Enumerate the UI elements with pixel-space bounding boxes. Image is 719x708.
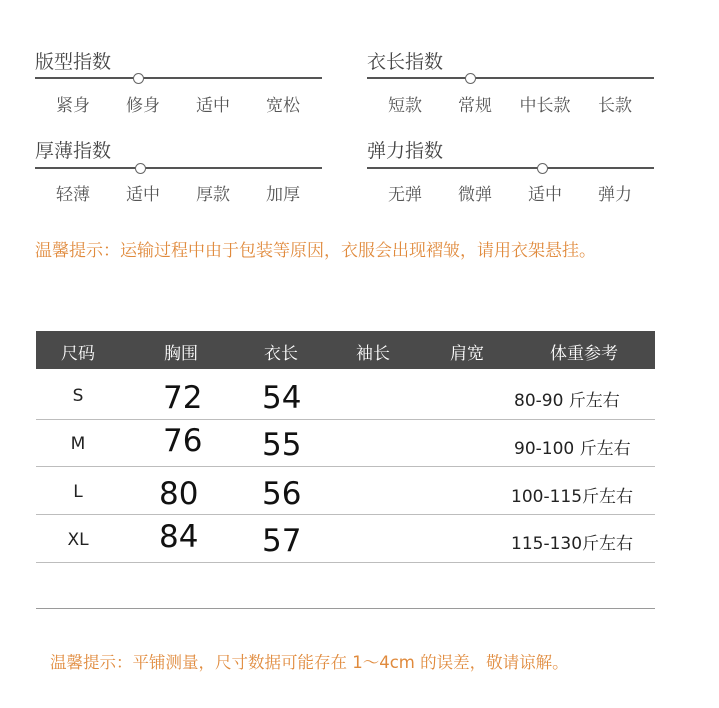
elasticity-index-marker [537,163,548,174]
table-bottom-rule [36,608,655,609]
table-row-size: XL [67,530,89,550]
header-weight: 体重参考 [550,344,618,364]
length-index-track [367,77,654,79]
table-row-size: M [70,434,86,454]
thickness-option: 厚款 [196,185,230,205]
table-row-weight: 100-115斤左右 [511,487,634,507]
thickness-index-marker [135,163,146,174]
fit-option: 修身 [126,96,160,116]
fit-index-track [35,77,322,79]
length-option: 中长款 [519,96,571,116]
table-row-chest: 72 [163,380,203,416]
table-row-weight: 80-90 斤左右 [514,391,620,411]
header-chest: 胸围 [164,344,198,364]
length-index-title: 衣长指数 [367,51,444,73]
thickness-option: 加厚 [266,185,300,205]
thickness-option: 适中 [126,185,160,205]
table-row-chest: 84 [159,519,199,555]
table-row-length: 54 [262,380,302,416]
header-size: 尺码 [61,344,95,364]
measurement-tip: 温馨提示：平铺测量，尺寸数据可能存在 1～4cm 的误差，敬请谅解。 [50,653,569,672]
table-row-chest: 80 [159,476,199,512]
fit-option: 紧身 [56,96,90,116]
fit-option: 宽松 [266,96,300,116]
table-row-chest: 76 [163,423,203,459]
elasticity-option: 适中 [528,185,562,205]
table-row-weight: 90-100 斤左右 [514,439,631,459]
row-divider [36,514,655,515]
length-option: 常规 [458,96,492,116]
header-length: 衣长 [264,344,298,364]
table-row-size: L [73,482,83,502]
header-shoulder: 肩宽 [450,344,484,364]
table-row-size: S [72,386,84,406]
row-divider [36,419,655,420]
care-tip: 温馨提示：运输过程中由于包装等原因，衣服会出现褶皱，请用衣架悬挂。 [35,241,596,261]
elasticity-option: 无弹 [388,185,422,205]
elasticity-option: 弹力 [598,185,632,205]
thickness-index-track [35,167,322,169]
table-row-length: 56 [262,476,302,512]
table-row-length: 57 [262,523,302,559]
elasticity-index-title: 弹力指数 [367,140,444,162]
elasticity-index-track [367,167,654,169]
elasticity-option: 微弹 [458,185,492,205]
fit-index-title: 版型指数 [35,51,112,73]
fit-option: 适中 [196,96,230,116]
length-option: 短款 [388,96,422,116]
table-row-weight: 115-130斤左右 [511,534,634,554]
row-divider [36,562,655,563]
header-sleeve: 袖长 [356,344,390,364]
length-index-marker [465,73,476,84]
thickness-index-title: 厚薄指数 [35,140,112,162]
thickness-option: 轻薄 [56,185,90,205]
table-row-length: 55 [262,427,302,463]
row-divider [36,466,655,467]
fit-index-marker [133,73,144,84]
length-option: 长款 [598,96,632,116]
